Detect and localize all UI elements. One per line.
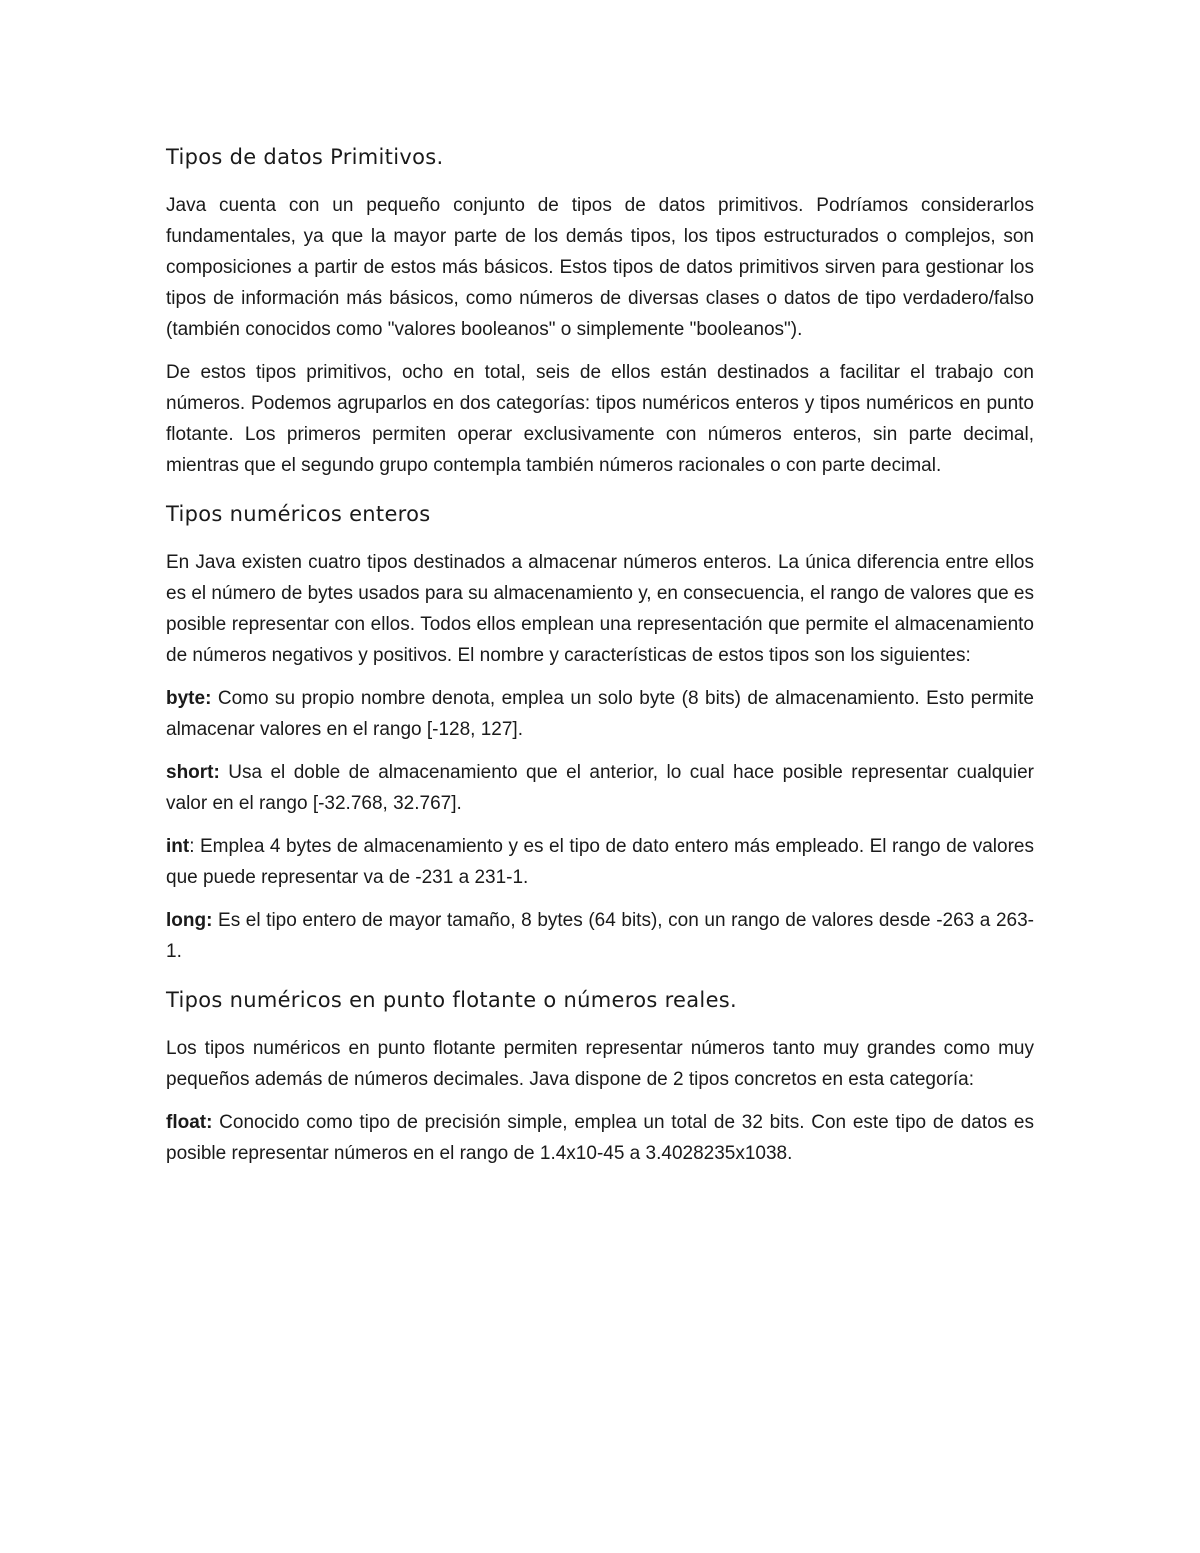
type-desc-float: Conocido como tipo de precisión simple, emplea un total de 32 bits. Con este tipo de datos es posible representar números en el rango de 1.4x10-45 a 3.4028235x1038. xyxy=(166,1112,1034,1164)
intro-paragraph-1: Java cuenta con un pequeño conjunto de tipos de datos primitivos. Podríamos considerarlos fundamentales, ya que la mayor parte de los demás tipos, los tipos estructurados o complejos, son composiciones a partir de estos más básicos. Estos tipos de datos primitivos sirven para gestionar los tipos de información más básicos, como números de diversas clases o datos de tipo verdadero/falso (también conocidos como "valores booleanos" o simplemente "booleanos"). xyxy=(166,195,1034,340)
type-term-int: int xyxy=(166,836,190,857)
type-item-short xyxy=(166,757,1034,819)
type-item-long xyxy=(166,905,1034,967)
section-heading-floats: Tipos numéricos en punto flotante o números reales. xyxy=(166,988,737,1012)
type-desc-int: : Emplea 4 bytes de almacenamiento y es el tipo de dato entero más empleado. El rango de valores que puede representar va de -231 a 231-1. xyxy=(166,836,1034,888)
type-term-byte: byte: xyxy=(166,688,212,709)
type-term-float: float: xyxy=(166,1112,213,1133)
type-desc-long: Es el tipo entero de mayor tamaño, 8 bytes (64 bits), con un rango de valores desde -263 a 263-1. xyxy=(166,910,1034,962)
type-item-float xyxy=(166,1107,1034,1169)
integers-paragraph: En Java existen cuatro tipos destinados a almacenar números enteros. La única diferencia entre ellos es el número de bytes usados para su almacenamiento y, en consecuencia, el rango de valores que es posible representar con ellos. Todos ellos emplean una representación que permite el almacenamiento de números negativos y positivos. El nombre y características de estos tipos son los siguientes: xyxy=(166,552,1034,666)
type-desc-short: Usa el doble de almacenamiento que el anterior, lo cual hace posible representar cualquier valor en el rango [-32.768, 32.767]. xyxy=(166,762,1034,814)
section-heading-integers: Tipos numéricos enteros xyxy=(166,502,431,526)
type-desc-byte: Como su propio nombre denota, emplea un solo byte (8 bits) de almacenamiento. Esto permite almacenar valores en el rango [-128, 127]. xyxy=(166,688,1034,740)
document-title: Tipos de datos Primitivos. xyxy=(166,145,444,169)
type-item-byte xyxy=(166,683,1034,745)
type-term-short: short: xyxy=(166,762,220,783)
type-term-long: long: xyxy=(166,910,213,931)
intro-paragraph-2: De estos tipos primitivos, ocho en total, seis de ellos están destinados a facilitar el trabajo con números. Podemos agruparlos en dos categorías: tipos numéricos enteros y tipos numéricos en punto flotante. Los primeros permiten operar exclusivamente con números enteros, sin parte decimal, mientras que el segundo grupo contempla también números racionales o con parte decimal. xyxy=(166,362,1034,476)
type-item-int xyxy=(166,831,1034,893)
document-page xyxy=(166,140,1034,1181)
floats-paragraph: Los tipos numéricos en punto flotante permiten representar números tanto muy grandes como muy pequeños además de números decimales. Java dispone de 2 tipos concretos en esta categoría: xyxy=(166,1038,1034,1090)
